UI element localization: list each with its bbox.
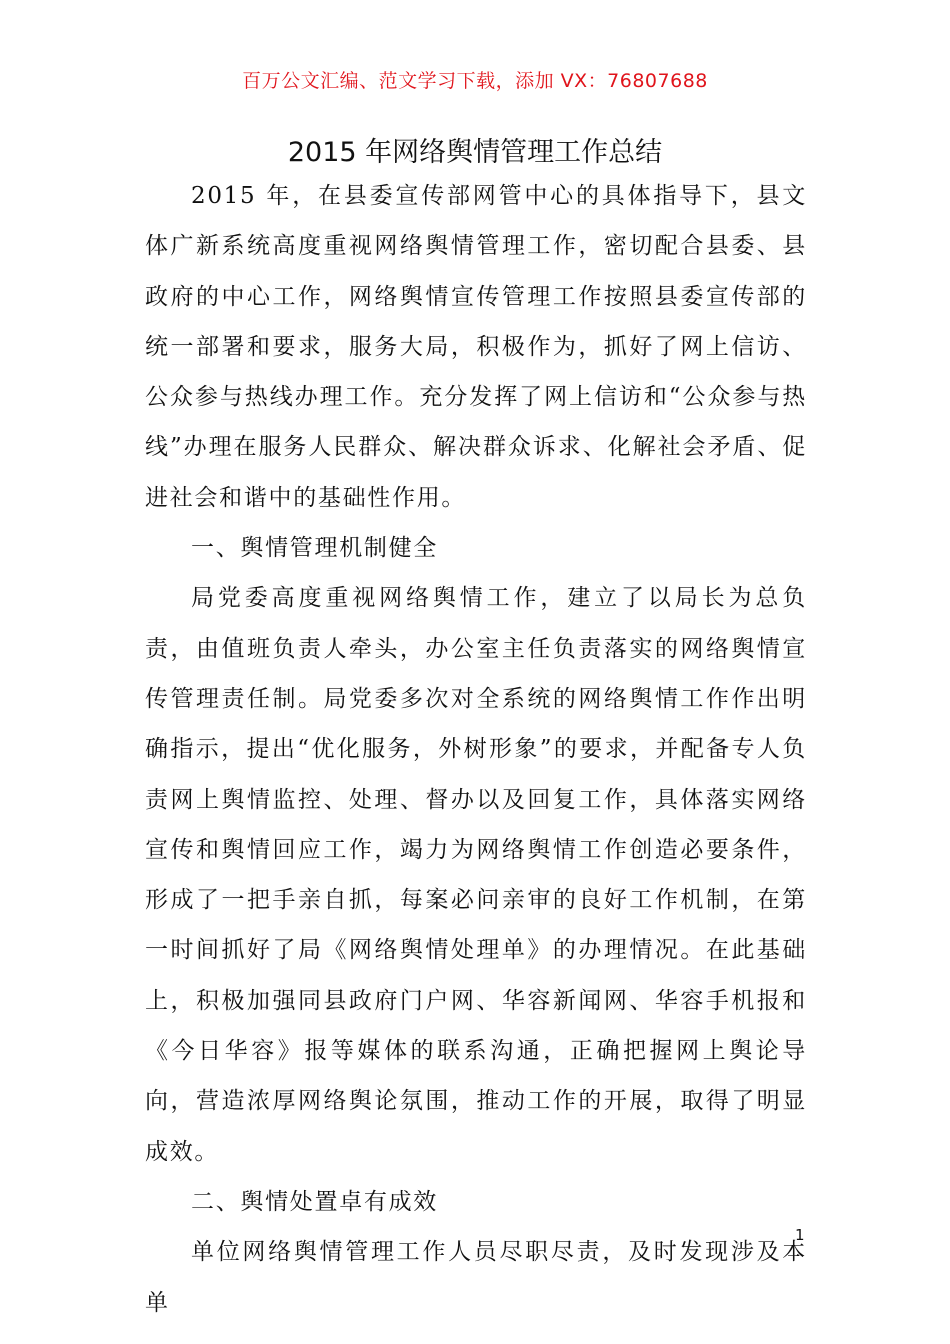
paragraph-handling: 单位网络舆情管理工作人员尽职尽责，及时发现涉及本单 <box>145 1239 807 1316</box>
paragraph-mechanism: 局党委高度重视网络舆情工作，建立了以局长为总负责，由值班负责人牵头，办公室主任负责落实的网络舆情宣传管理责任制。局党委多次对全系统的网络舆情工作作出明确指示，提出“优化服务，外树形象”的要求，并配备专人负责网上舆情监控、处理、督办以及回复工作，具体落实网络宣传和舆情回应工作，竭力为网络舆情工作创造必要条件，形成了一把手亲自抓，每案必问亲审的良好工作机制，在第一时间抓好了局《网络舆情处理单》的办理情况。在此基础上，积极加强同县政府门户网、华容新闻网、华容手机报和《今日华容》报等媒体的联系沟通，正确把握网上舆论导向，营造浓厚网络舆论氛围，推动工作的开展，取得了明显成效。 <box>145 585 807 1165</box>
section-heading-1: 一、舆情管理机制健全 <box>191 535 438 562</box>
page-number: 1 <box>795 1226 805 1244</box>
document-title: 2015 年网络舆情管理工作总结 <box>287 137 663 168</box>
promo-header: 百万公文汇编、范文学习下载，添加 VX：76807688 <box>242 70 708 92</box>
document-body <box>145 171 807 1328</box>
paragraph-intro: 2015 年，在县委宣传部网管中心的具体指导下，县文体广新系统高度重视网络舆情管理工作，密切配合县委、县政府的中心工作，网络舆情宣传管理工作按照县委宣传部的统一部署和要求，服务大局，积极作为，抓好了网上信访、公众参与热线办理工作。充分发挥了网上信访和“公众参与热线”办理在服务人民群众、解决群众诉求、化解社会矛盾、促进社会和谐中的基础性作用。 <box>145 183 807 511</box>
section-heading-2: 二、舆情处置卓有成效 <box>191 1188 438 1215</box>
